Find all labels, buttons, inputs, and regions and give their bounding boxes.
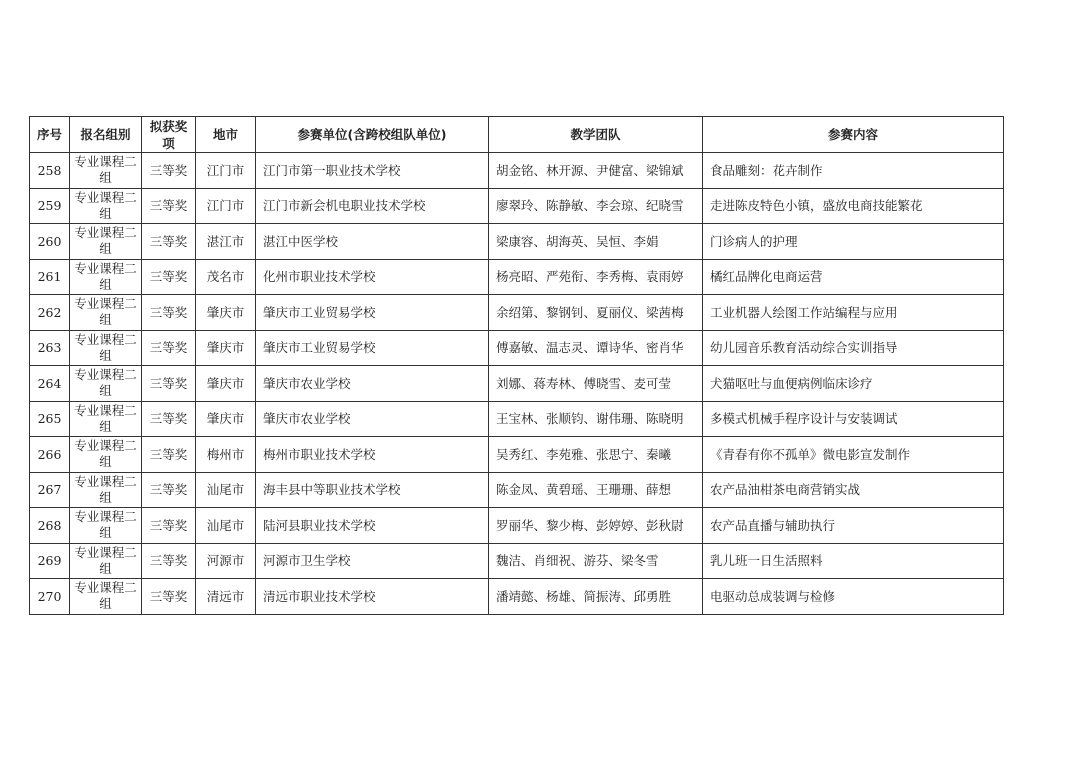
cell-no: 266 xyxy=(30,437,70,473)
table-row xyxy=(30,437,1004,473)
cell-unit: 海丰县中等职业技术学校 xyxy=(256,472,489,508)
table-row xyxy=(30,472,1004,508)
cell-no: 268 xyxy=(30,508,70,544)
table-row xyxy=(30,259,1004,295)
cell-group: 专业课程二组 xyxy=(70,188,142,224)
table-row xyxy=(30,366,1004,402)
cell-content: 电驱动总成装调与检修 xyxy=(703,579,1004,615)
cell-content: 犬猫呕吐与血便病例临床诊疗 xyxy=(703,366,1004,402)
header-unit: 参赛单位(含跨校组队单位) xyxy=(256,117,489,153)
cell-unit: 梅州市职业技术学校 xyxy=(256,437,489,473)
cell-content: 农产品直播与辅助执行 xyxy=(703,508,1004,544)
cell-team: 罗丽华、黎少梅、彭婷婷、彭秋尉 xyxy=(489,508,703,544)
cell-no: 259 xyxy=(30,188,70,224)
table-row xyxy=(30,543,1004,579)
cell-team: 梁康容、胡海英、吴恒、李娟 xyxy=(489,224,703,260)
cell-team: 杨亮昭、严苑衔、李秀梅、袁雨婷 xyxy=(489,259,703,295)
cell-unit: 江门市新会机电职业技术学校 xyxy=(256,188,489,224)
cell-award: 三等奖 xyxy=(142,330,196,366)
cell-unit: 肇庆市工业贸易学校 xyxy=(256,330,489,366)
cell-unit: 陆河县职业技术学校 xyxy=(256,508,489,544)
cell-team: 刘娜、蒋寿林、傅晓雪、麦可莹 xyxy=(489,366,703,402)
table-row xyxy=(30,401,1004,437)
cell-city: 肇庆市 xyxy=(196,366,256,402)
cell-city: 肇庆市 xyxy=(196,401,256,437)
cell-award: 三等奖 xyxy=(142,188,196,224)
cell-team: 傅嘉敏、温志灵、谭诗华、密肖华 xyxy=(489,330,703,366)
cell-no: 270 xyxy=(30,579,70,615)
cell-award: 三等奖 xyxy=(142,259,196,295)
cell-city: 茂名市 xyxy=(196,259,256,295)
cell-group: 专业课程二组 xyxy=(70,153,142,189)
cell-group: 专业课程二组 xyxy=(70,224,142,260)
cell-award: 三等奖 xyxy=(142,295,196,331)
cell-unit: 肇庆市工业贸易学校 xyxy=(256,295,489,331)
table-row xyxy=(30,224,1004,260)
cell-group: 专业课程二组 xyxy=(70,366,142,402)
cell-no: 261 xyxy=(30,259,70,295)
cell-content: 幼儿园音乐教育活动综合实训指导 xyxy=(703,330,1004,366)
cell-unit: 肇庆市农业学校 xyxy=(256,401,489,437)
cell-group: 专业课程二组 xyxy=(70,508,142,544)
cell-award: 三等奖 xyxy=(142,401,196,437)
table-row xyxy=(30,579,1004,615)
cell-content: 食品雕刻：花卉制作 xyxy=(703,153,1004,189)
cell-city: 汕尾市 xyxy=(196,472,256,508)
cell-content: 多模式机械手程序设计与安装调试 xyxy=(703,401,1004,437)
table-row xyxy=(30,295,1004,331)
cell-content: 门诊病人的护理 xyxy=(703,224,1004,260)
header-team: 教学团队 xyxy=(489,117,703,153)
cell-award: 三等奖 xyxy=(142,543,196,579)
cell-no: 267 xyxy=(30,472,70,508)
awards-table-container xyxy=(29,116,1004,615)
cell-content: 乳儿班一日生活照料 xyxy=(703,543,1004,579)
cell-award: 三等奖 xyxy=(142,508,196,544)
cell-award: 三等奖 xyxy=(142,472,196,508)
cell-content: 走进陈皮特色小镇，盛放电商技能繁花 xyxy=(703,188,1004,224)
cell-group: 专业课程二组 xyxy=(70,401,142,437)
cell-content: 橘红品牌化电商运营 xyxy=(703,259,1004,295)
cell-team: 胡金铭、林开源、尹健富、梁锦斌 xyxy=(489,153,703,189)
cell-city: 江门市 xyxy=(196,188,256,224)
cell-group: 专业课程二组 xyxy=(70,330,142,366)
cell-no: 263 xyxy=(30,330,70,366)
cell-content: 工业机器人绘图工作站编程与应用 xyxy=(703,295,1004,331)
cell-unit: 湛江中医学校 xyxy=(256,224,489,260)
table-row xyxy=(30,188,1004,224)
cell-group: 专业课程二组 xyxy=(70,472,142,508)
cell-team: 吴秀红、李苑雅、张思宁、秦曦 xyxy=(489,437,703,473)
cell-city: 肇庆市 xyxy=(196,330,256,366)
cell-city: 江门市 xyxy=(196,153,256,189)
cell-unit: 化州市职业技术学校 xyxy=(256,259,489,295)
cell-group: 专业课程二组 xyxy=(70,579,142,615)
table-body xyxy=(30,153,1004,615)
cell-award: 三等奖 xyxy=(142,579,196,615)
cell-city: 梅州市 xyxy=(196,437,256,473)
cell-team: 王宝林、张顺钧、谢伟珊、陈晓明 xyxy=(489,401,703,437)
cell-team: 魏洁、肖细祝、游芬、梁冬雪 xyxy=(489,543,703,579)
cell-content: 《青春有你不孤单》微电影宣发制作 xyxy=(703,437,1004,473)
cell-no: 262 xyxy=(30,295,70,331)
cell-city: 汕尾市 xyxy=(196,508,256,544)
cell-team: 陈金凤、黄碧瑶、王珊珊、薛想 xyxy=(489,472,703,508)
table-row xyxy=(30,153,1004,189)
header-city: 地市 xyxy=(196,117,256,153)
header-no: 序号 xyxy=(30,117,70,153)
cell-team: 潘靖懿、杨雄、简振涛、邱勇胜 xyxy=(489,579,703,615)
cell-city: 湛江市 xyxy=(196,224,256,260)
cell-team: 余绍第、黎钢钊、夏丽仪、梁茜梅 xyxy=(489,295,703,331)
awards-table xyxy=(29,116,1004,615)
table-row xyxy=(30,330,1004,366)
cell-unit: 江门市第一职业技术学校 xyxy=(256,153,489,189)
cell-unit: 肇庆市农业学校 xyxy=(256,366,489,402)
header-group: 报名组别 xyxy=(70,117,142,153)
header-award: 拟获奖项 xyxy=(142,117,196,153)
table-row xyxy=(30,508,1004,544)
cell-group: 专业课程二组 xyxy=(70,543,142,579)
cell-award: 三等奖 xyxy=(142,224,196,260)
cell-city: 肇庆市 xyxy=(196,295,256,331)
cell-award: 三等奖 xyxy=(142,437,196,473)
cell-unit: 清远市职业技术学校 xyxy=(256,579,489,615)
cell-content: 农产品油柑茶电商营销实战 xyxy=(703,472,1004,508)
cell-team: 廖翠玲、陈静敏、李会琼、纪晓雪 xyxy=(489,188,703,224)
cell-city: 清远市 xyxy=(196,579,256,615)
cell-unit: 河源市卫生学校 xyxy=(256,543,489,579)
cell-no: 258 xyxy=(30,153,70,189)
cell-no: 269 xyxy=(30,543,70,579)
table-header-row xyxy=(30,117,1004,153)
cell-award: 三等奖 xyxy=(142,366,196,402)
cell-group: 专业课程二组 xyxy=(70,295,142,331)
header-content: 参赛内容 xyxy=(703,117,1004,153)
cell-group: 专业课程二组 xyxy=(70,437,142,473)
cell-city: 河源市 xyxy=(196,543,256,579)
cell-no: 264 xyxy=(30,366,70,402)
cell-group: 专业课程二组 xyxy=(70,259,142,295)
cell-no: 260 xyxy=(30,224,70,260)
cell-no: 265 xyxy=(30,401,70,437)
cell-award: 三等奖 xyxy=(142,153,196,189)
